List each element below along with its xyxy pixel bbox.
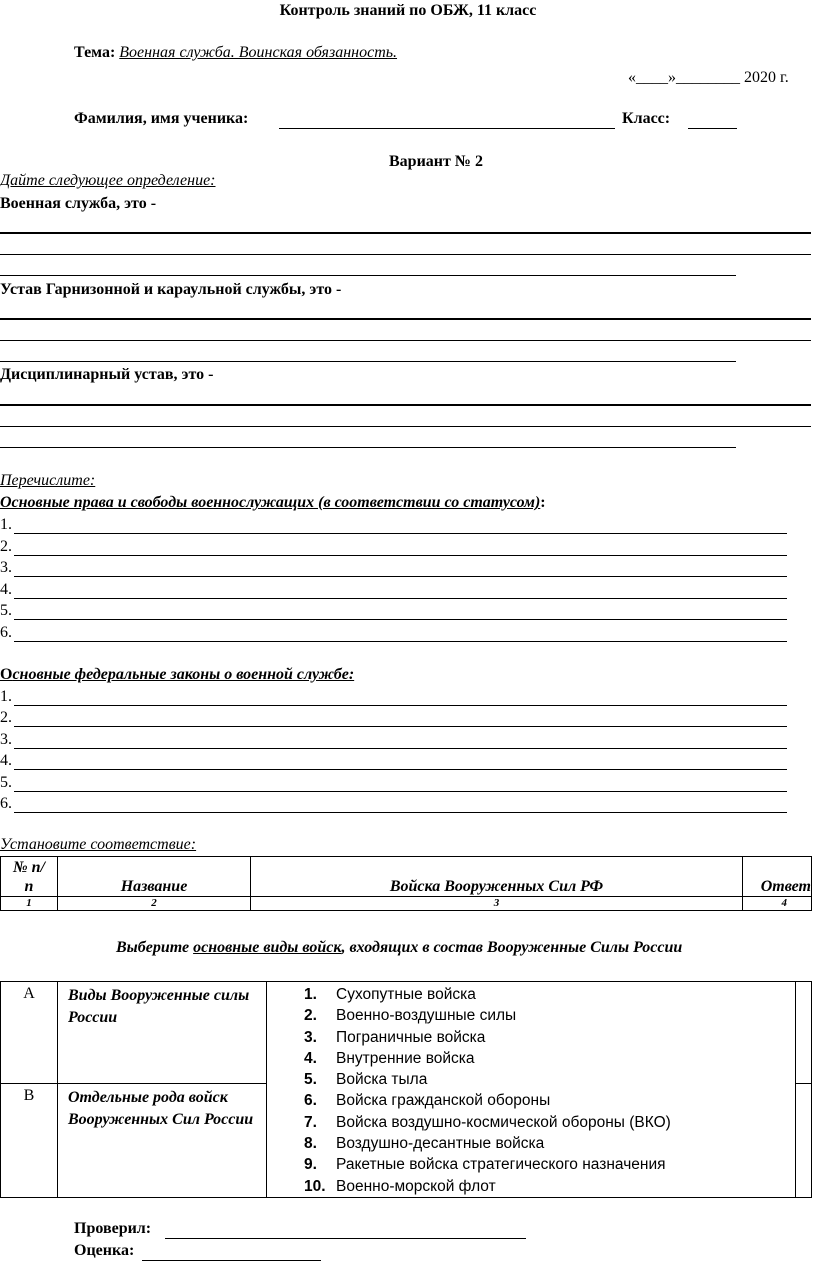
list-number: 5. — [0, 774, 12, 791]
list-item: 10. Военно-морской флот — [304, 1177, 496, 1195]
header-forces: Войска Вооруженных Сил РФ — [251, 857, 743, 897]
class-field[interactable] — [688, 128, 737, 129]
list-number: 4. — [0, 581, 12, 598]
checked-field[interactable] — [165, 1238, 526, 1239]
laws-title: Основные федеральные законы о военной службе: — [0, 666, 355, 683]
list-answer-line[interactable] — [14, 705, 787, 706]
list-answer-line[interactable] — [14, 641, 787, 642]
list-number: 4. — [0, 752, 12, 769]
checked-label: Проверил: — [74, 1220, 152, 1237]
definition-answer-line[interactable] — [0, 254, 811, 255]
list-answer-line[interactable] — [14, 533, 787, 534]
list-item: 7. Войска воздушно-космической обороны (ВКО) — [304, 1113, 671, 1131]
class-label: Класс: — [622, 110, 671, 127]
list-answer-line[interactable] — [14, 769, 787, 770]
list-number: 6. — [0, 624, 12, 641]
list-number: 3. — [0, 731, 12, 748]
list-item: 4. Внутренние войска — [304, 1049, 475, 1067]
list-number: 6. — [0, 795, 12, 812]
list-answer-line[interactable] — [14, 555, 787, 556]
enumerate-instruction: Перечислите: — [0, 472, 96, 489]
definition-answer-line[interactable] — [0, 426, 811, 427]
list-answer-line[interactable] — [14, 598, 787, 599]
col-number: 2 — [58, 897, 251, 911]
list-answer-line[interactable] — [14, 726, 787, 727]
definitions-instruction: Дайте следующее определение: — [0, 172, 216, 189]
list-answer-line[interactable] — [14, 576, 787, 577]
topic-value: Военная служба. Воинская обязанность. — [119, 44, 398, 61]
list-item: 3. Пограничные войска — [304, 1028, 486, 1046]
definition-answer-line[interactable] — [0, 340, 811, 341]
list-number: 1. — [0, 516, 12, 533]
list-item: 9. Ракетные войска стратегического назначения — [304, 1156, 666, 1174]
definition-answer-line[interactable] — [0, 318, 811, 320]
list-answer-line[interactable] — [14, 791, 787, 792]
match-instruction: Установите соответствие: — [0, 836, 197, 853]
definition-answer-line[interactable] — [0, 275, 736, 276]
grade-label: Оценка: — [74, 1242, 135, 1259]
list-number: 3. — [0, 559, 12, 576]
list-item: 2. Военно-воздушные силы — [304, 1007, 517, 1025]
topic-label: Тема: — [74, 44, 116, 61]
definition-label-3: Дисциплинарный устав, это - — [0, 366, 214, 383]
header-name: Название — [58, 857, 251, 897]
variant-title: Вариант № 2 — [389, 153, 483, 170]
list-answer-line[interactable] — [14, 812, 787, 813]
header-num: № п/п — [1, 857, 58, 897]
date-field[interactable]: «____»________ 2020 г. — [628, 69, 789, 86]
definition-answer-line[interactable] — [0, 361, 736, 362]
row-label: Виды Вооруженные силы России — [58, 982, 267, 1084]
definition-answer-line[interactable] — [0, 232, 811, 234]
grade-field[interactable] — [142, 1260, 321, 1261]
page-title: Контроль знаний по ОБЖ, 11 класс — [279, 2, 537, 19]
col-number: 4 — [743, 897, 812, 911]
list-number: 1. — [0, 688, 12, 705]
header-answer: Ответ — [743, 857, 812, 897]
row-letter: В — [1, 1084, 58, 1198]
definition-label-2: Устав Гарнизонной и караульной службы, это - — [0, 281, 342, 298]
list-answer-line[interactable] — [14, 748, 787, 749]
topic-line — [74, 44, 397, 62]
list-number: 5. — [0, 602, 12, 619]
definition-answer-line[interactable] — [0, 404, 811, 406]
task-instruction: Выберите основные виды войск, входящих в состав Вооруженные Силы России — [116, 939, 683, 956]
student-name-field[interactable] — [279, 128, 615, 129]
rights-title: Основные права и свободы военнослужащих (в соответствии со статусом): — [0, 494, 546, 511]
col-number: 1 — [1, 897, 58, 911]
list-item: 8. Воздушно-десантные войска — [304, 1135, 545, 1153]
list-item: 6. Войска гражданской обороны — [304, 1092, 551, 1110]
definition-answer-line[interactable] — [0, 447, 736, 448]
student-name-label: Фамилия, имя ученика: — [74, 110, 249, 127]
answer-cell[interactable] — [796, 982, 812, 1084]
list-item: 5. Войска тыла — [304, 1071, 428, 1089]
row-label: Отдельные рода войск Вооруженных Сил России — [58, 1084, 267, 1198]
row-letter: А — [1, 982, 58, 1084]
answer-table — [0, 981, 812, 1198]
list-item: 1. Сухопутные войска — [304, 986, 476, 1003]
answer-cell[interactable] — [796, 1084, 812, 1198]
match-header-table — [0, 856, 812, 911]
list-number: 2. — [0, 538, 12, 555]
col-number: 3 — [251, 897, 743, 911]
definition-label-1: Военная служба, это - — [0, 195, 157, 212]
list-number: 2. — [0, 709, 12, 726]
options-cell — [267, 982, 796, 1198]
list-answer-line[interactable] — [14, 619, 787, 620]
